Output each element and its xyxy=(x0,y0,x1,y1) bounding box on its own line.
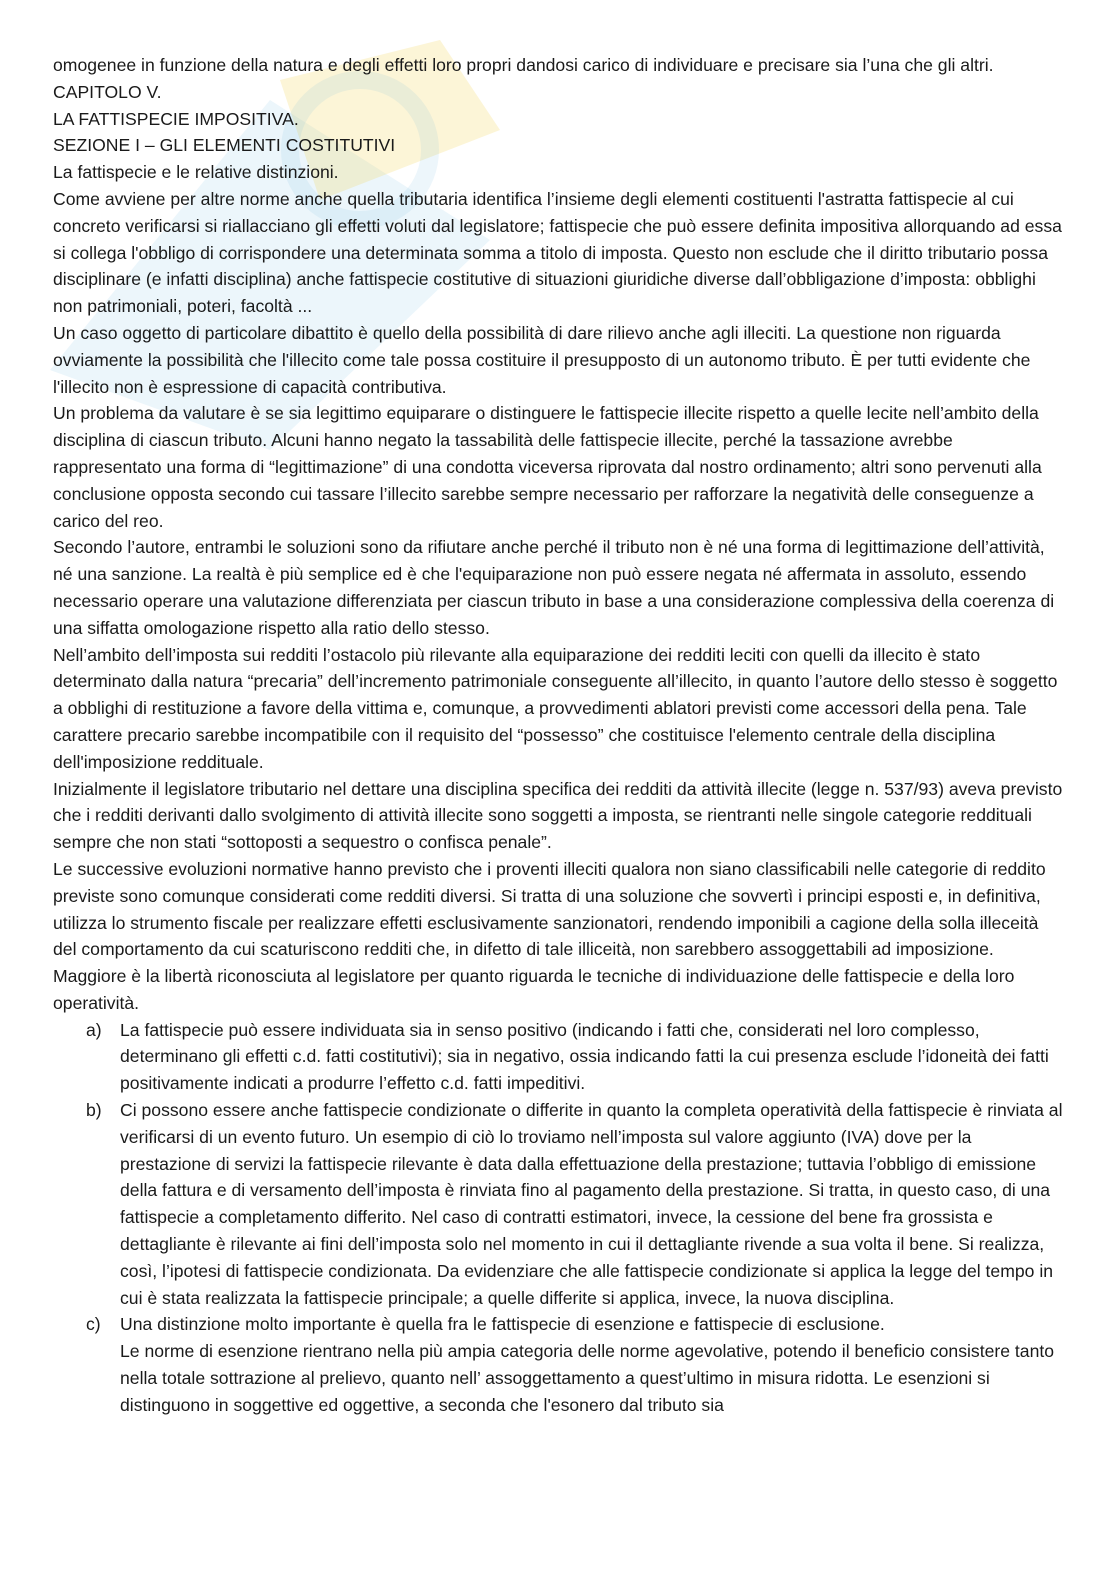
body-paragraph: Le successive evoluzioni normative hanno previsto che i proventi illeciti qualora non siano classificabili nelle categorie di reddito previste sono comunque considerati come redditi diversi. Si tratta di una soluzione che sovvertì i principi esposti e, in definitiva, utilizza lo strumento fiscale per realizzare effetti esclusivamente sanzionatori, rendendo imponibili a cagione della solla illeceità del comportamento da cui scaturiscono redditi che, in difetto di tale illiceità, non sarebbero assoggettabili ad imposizione. xyxy=(53,858,1046,960)
intro-paragraph: omogenee in funzione della natura e degli effetti loro propri dandosi carico di individuare e precisare sia l’una che gli altri. xyxy=(53,55,994,75)
list-item-text: Ci possono essere anche fattispecie condizionate o differite in quanto la completa operatività della fattispecie è rinviata al verificarsi di un evento futuro. Un esempio di ciò lo troviamo nell’imposta sul valore aggiunto (IVA) dove per la prestazione di servizi la fattispecie rilevante è data dalla effettuazione della prestazione; tuttavia l’obbligo di emissione della fattura e di versamento dell’imposta è rinviata fino al pagamento della prestazione. Si tratta, in questo caso, di una fattispecie a completamento differito. Nel caso di contratti estimatori, invece, la cessione del bene fra grossista e dettagliante è rilevante ai fini dell’imposta solo nel momento in cui il dettagliante rivende a sua volta il bene. Si realizza, così, l’ipotesi di fattispecie condizionata. Da evidenziare che alle fattispecie condizionate si applica la legge del tempo in cui è stata realizzata la fattispecie principale; a quelle differite si applica, invece, la nuova disciplina. xyxy=(120,1100,1063,1308)
list-item xyxy=(53,1017,1065,1097)
list-item xyxy=(53,1311,1065,1418)
body-paragraph: Come avviene per altre norme anche quella tributaria identifica l’insieme degli elementi costituenti l'astratta fattispecie al cui concreto verificarsi si riallacciano gli effetti voluti dal legislatore; fattispecie che può essere definita impositiva allorquando ad essa si collega l'obbligo di corrispondere una determinata somma a titolo di imposta. Questo non esclude che il diritto tributario possa disciplinare (e infatti disciplina) anche fattispecie costitutive di situazioni giuridiche diverse dall’obbligazione d’imposta: obblighi non patrimoniali, poteri, facoltà ... xyxy=(53,188,1062,317)
list-item-continuation: Le norme di esenzione rientrano nella più ampia categoria delle norme agevolative, potendo il beneficio consistere tanto nella totale sottrazione al prelievo, quanto nell’ assoggettamento a quest’ultimo in misura ridotta. Le esenzioni si distinguono in soggettive ed oggettive, a seconda che l'esonero dal tributo sia xyxy=(120,1341,1055,1415)
body-paragraph: Secondo l’autore, entrambi le soluzioni sono da rifiutare anche perché il tributo non è né una forma di legittimazione dell’attività, né una sanzione. La realtà è più semplice ed è che l'equiparazione non può essere negata né affermata in assoluto, essendo necessario operare una valutazione differenziata per ciascun tributo in base a una considerazione complessiva della coerenza di una siffatta omologazione rispetto alla ratio dello stesso. xyxy=(53,537,1055,638)
list-item xyxy=(53,1097,1065,1311)
body-paragraph: Inizialmente il legislatore tributario nel dettare una disciplina specifica dei redditi da attività illecite (legge n. 537/93) aveva previsto che i redditi derivanti dallo svolgimento di attività illecite sono soggetti a imposta, se rientranti nelle singole categorie reddituali sempre che non stati “sottoposti a sequestro o confisca penale”. xyxy=(53,778,1063,853)
list-item-text: La fattispecie può essere individuata sia in senso positivo (indicando i fatti che, considerati nel loro complesso, determinano gli effetti c.d. fatti costitutivi); sia in negativo, ossia indicando fatti la cui presenza esclude l’idoneità dei fatti positivamente indicati a produrre l’effetto c.d. fatti impeditivi. xyxy=(120,1019,1049,1094)
list-marker: c) xyxy=(86,1314,101,1335)
body-paragraph: Un caso oggetto di particolare dibattito è quello della possibilità di dare rilievo anche agli illeciti. La questione non riguarda ovviamente la possibilità che l'illecito come tale possa costituire il presupposto di un autonomo tributo. È per tutti evidente che l'illecito non è espressione di capacità contributiva. xyxy=(53,322,1031,397)
section-heading: SEZIONE I – GLI ELEMENTI COSTITUTIVI xyxy=(53,135,396,156)
body-paragraph: Un problema da valutare è se sia legittimo equiparare o distinguere le fattispecie illecite rispetto a quelle lecite nell’ambito della disciplina di ciascun tributo. Alcuni hanno negato la tassabilità delle fattispecie illecite, perché la tassazione avrebbe rappresentato una forma di “legittimazione” di una condotta viceversa riprovata dal nostro ordinamento; altri sono pervenuti alla conclusione opposta secondo cui tassare l’illecito sarebbe sempre necessario per rafforzare la negatività delle conseguenze a carico del reo. xyxy=(53,403,1042,531)
subsection-heading: La fattispecie e le relative distinzioni. xyxy=(53,162,339,183)
list-item-text: Una distinzione molto importante è quella fra le fattispecie di esenzione e fattispecie di esclusione. xyxy=(120,1314,885,1335)
body-paragraph: Maggiore è la libertà riconosciuta al legislatore per quanto riguarda le tecniche di individuazione delle fattispecie e della loro operatività. xyxy=(53,966,1015,1013)
distinctions-list xyxy=(53,1017,1065,1419)
body-paragraph: Nell’ambito dell’imposta sui redditi l’ostacolo più rilevante alla equiparazione dei redditi leciti con quelli da illecito è stato determinato dalla natura “precaria” dell’incremento patrimoniale conseguente all’illecito, in quanto l’autore dello stesso è soggetto a obblighi di restituzione a favore della vittima e, comunque, a provvedimenti ablatori previsti come accessori della pena. Tale carattere precario sarebbe incompatibile con il requisito del “possesso” che costituisce l'elemento centrale della disciplina dell'imposizione reddituale. xyxy=(53,644,1058,772)
list-marker: a) xyxy=(86,1019,102,1040)
chapter-heading: CAPITOLO V. xyxy=(53,81,162,102)
document-page xyxy=(53,52,1065,1419)
chapter-title: LA FATTISPECIE IMPOSITIVA. xyxy=(53,108,299,129)
list-marker: b) xyxy=(86,1100,102,1121)
